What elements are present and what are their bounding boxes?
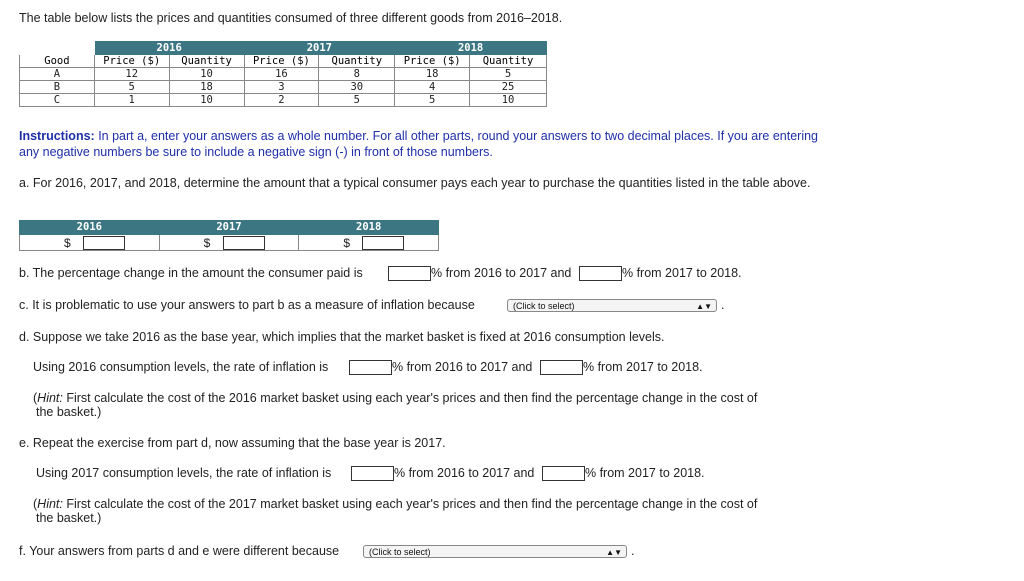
year-header: 2018: [395, 42, 547, 55]
table-cell: 18: [395, 68, 470, 81]
table-cell: 18: [169, 81, 244, 94]
column-header: Good: [20, 55, 95, 68]
table-cell: 10: [169, 94, 244, 107]
part-e-hint-line2: the basket.): [36, 511, 102, 525]
part-e-hint: (Hint: First calculate the cost of the 2017 market basket using each year's prices and then find the percentage change in the cost of: [33, 497, 758, 511]
table-cell: 16: [244, 68, 319, 81]
intro-text: The table below lists the prices and quantities consumed of three different goods from 2016–2018.: [19, 11, 563, 25]
year-header: 2018: [299, 221, 439, 235]
column-header: Quantity: [319, 55, 395, 68]
part-d-inflation-2016-2017-input[interactable]: [349, 360, 392, 375]
cost-2016-input[interactable]: [83, 236, 125, 250]
part-b-change-2016-2017-input[interactable]: [388, 266, 431, 281]
part-c-select[interactable]: [507, 299, 717, 312]
part-e-middle: % from 2016 to 2017 and: [394, 466, 535, 480]
part-d-suffix: % from 2017 to 2018.: [583, 360, 703, 374]
part-a-answer-table: [19, 220, 439, 251]
table-row: [20, 68, 547, 81]
table-corner: [20, 42, 95, 55]
table-cell: 25: [470, 81, 547, 94]
part-f-suffix: .: [631, 544, 635, 558]
table-cell: 30: [319, 81, 395, 94]
part-e-text: e. Repeat the exercise from part d, now assuming that the base year is 2017.: [19, 436, 446, 450]
table-cell: 2: [244, 94, 319, 107]
updown-arrow-icon: ▲▼: [696, 302, 712, 311]
year-header: 2017: [244, 42, 395, 55]
table-cell: A: [20, 68, 95, 81]
column-header: Price ($): [244, 55, 319, 68]
instructions: [19, 128, 819, 160]
price-quantity-table: [19, 41, 547, 107]
part-f-select[interactable]: [363, 545, 627, 558]
part-f-prefix: f. Your answers from parts d and e were different because: [19, 544, 340, 558]
table-cell: 5: [470, 68, 547, 81]
part-e-inflation-2016-2017-input[interactable]: [351, 466, 394, 481]
table-cell: 10: [169, 68, 244, 81]
part-e-inflation-2017-2018-input[interactable]: [542, 466, 585, 481]
updown-arrow-icon: ▲▼: [606, 548, 622, 557]
table-cell: 5: [395, 94, 470, 107]
part-b-change-2017-2018-input[interactable]: [579, 266, 622, 281]
part-d-hint: (Hint: First calculate the cost of the 2016 market basket using each year's prices and then find the percentage change in the cost of: [33, 391, 758, 405]
part-b-prefix: b. The percentage change in the amount the consumer paid is: [19, 266, 363, 280]
dollar-sign: $: [343, 235, 350, 250]
table-cell: 3: [244, 81, 319, 94]
part-d-hint-line2: the basket.): [36, 405, 102, 419]
year-header: 2016: [20, 221, 160, 235]
part-b-middle: % from 2016 to 2017 and: [431, 266, 572, 280]
table-cell: 5: [94, 81, 169, 94]
dollar-sign: $: [203, 235, 211, 250]
cost-2018-input[interactable]: [362, 236, 404, 250]
table-cell: 5: [319, 94, 395, 107]
part-c-suffix: .: [721, 298, 725, 312]
part-c-prefix: c. It is problematic to use your answers to part b as a measure of inflation because: [19, 298, 475, 312]
part-f-select-label: (Click to select): [369, 547, 431, 557]
instructions-label: Instructions:: [19, 129, 95, 143]
table-cell: 1: [94, 94, 169, 107]
year-header: 2016: [94, 42, 244, 55]
part-b-suffix: % from 2017 to 2018.: [622, 266, 742, 280]
column-header: Price ($): [94, 55, 169, 68]
part-e-suffix: % from 2017 to 2018.: [585, 466, 705, 480]
column-header: Price ($): [395, 55, 470, 68]
table-row: [20, 94, 547, 107]
year-header: 2017: [159, 221, 299, 235]
table-cell: 12: [94, 68, 169, 81]
instructions-text: In part a, enter your answers as a whole number. For all other parts, round your answers to two decimal places. If you are entering any negative numbers be sure to include a negative sign (-) in front of those numbers.: [19, 129, 818, 159]
part-d-middle: % from 2016 to 2017 and: [392, 360, 533, 374]
table-cell: 4: [395, 81, 470, 94]
hint-label: Hint:: [37, 391, 63, 405]
dollar-sign: $: [64, 235, 71, 250]
part-e-prefix: Using 2017 consumption levels, the rate of inflation is: [36, 466, 332, 480]
part-d-text: d. Suppose we take 2016 as the base year, which implies that the market basket is fixed at 2016 consumption levels.: [19, 330, 665, 344]
part-a-text: a. For 2016, 2017, and 2018, determine the amount that a typical consumer pays each year to purchase the quantities listed in the table above.: [19, 176, 811, 190]
column-header: Quantity: [470, 55, 547, 68]
part-d-prefix: Using 2016 consumption levels, the rate of inflation is: [33, 360, 329, 374]
column-header: Quantity: [169, 55, 244, 68]
table-cell: 10: [470, 94, 547, 107]
cost-2017-input[interactable]: [223, 236, 265, 250]
table-cell: B: [20, 81, 95, 94]
table-cell: 8: [319, 68, 395, 81]
part-c-select-label: (Click to select): [513, 301, 575, 311]
table-row: [20, 81, 547, 94]
hint-label: Hint:: [37, 497, 63, 511]
table-cell: C: [20, 94, 95, 107]
part-d-inflation-2017-2018-input[interactable]: [540, 360, 583, 375]
